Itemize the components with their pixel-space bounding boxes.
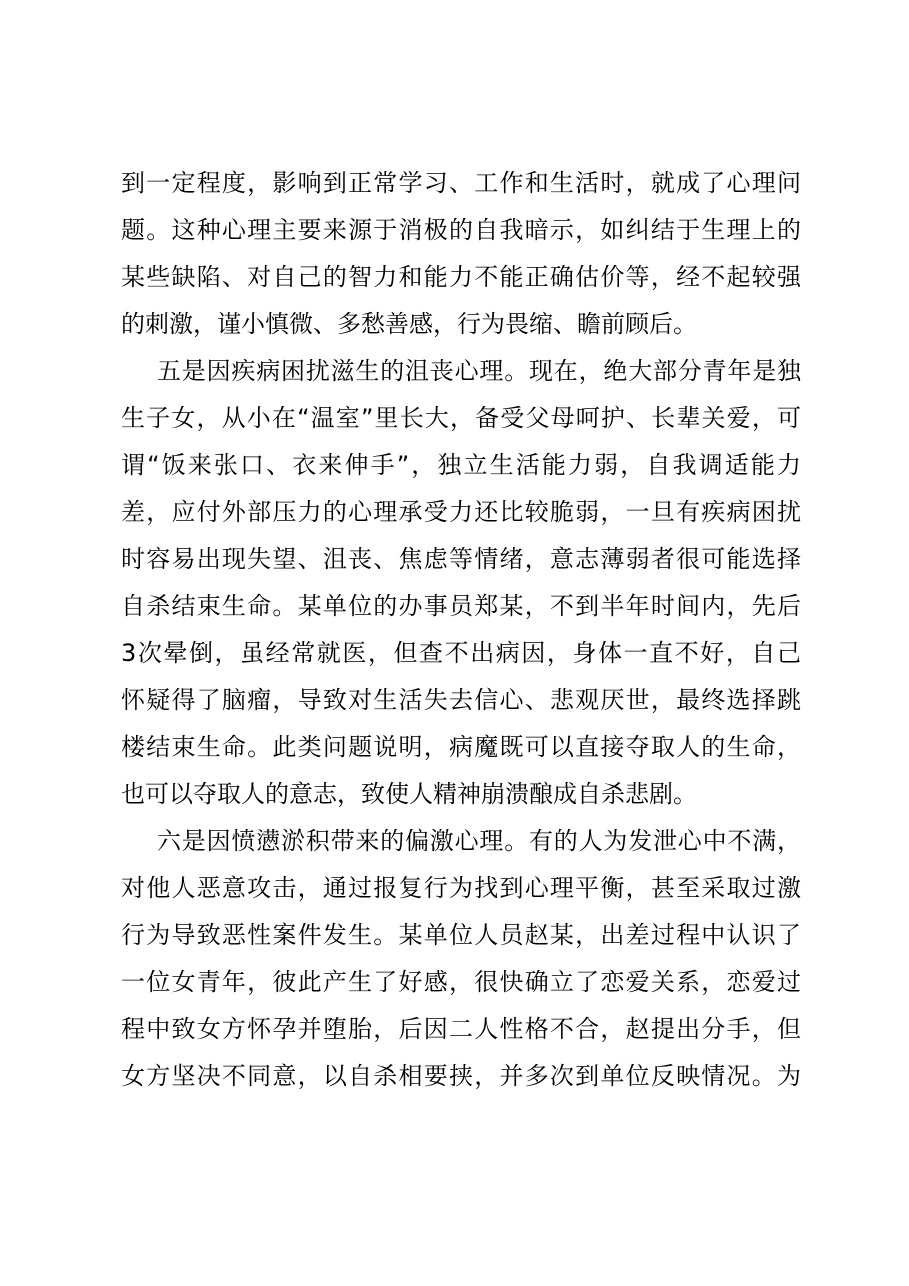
text-line: 对他人恶意攻击，通过报复行为找到心理平衡，甚至采取过激	[121, 874, 801, 902]
text-line: 程中致女方怀孕并堕胎，后因二人性格不合，赵提出分手，但	[121, 1015, 801, 1043]
text-line: 楼结束生命。此类问题说明，病魔既可以直接夺取人的生命，	[121, 733, 801, 761]
text-line: 谓“饭来张口、衣来伸手”，独立生活能力弱，自我调适能力	[121, 451, 801, 479]
text-line: 行为导致恶性案件发生。某单位人员赵某，出差过程中认识了	[121, 921, 801, 949]
paragraph-2	[121, 348, 801, 818]
text-line: 3次晕倒，虽经常就医，但查不出病因，身体一直不好，自己	[121, 639, 801, 667]
text-line: 生子女，从小在“温室”里长大，备受父母呵护、长辈关爱，可	[121, 404, 801, 432]
text-line: 某些缺陷、对自己的智力和能力不能正确估价等，经不起较强	[121, 263, 801, 291]
text-line: 的刺激，谨小慎微、多愁善感，行为畏缩、瞻前顾后。	[121, 310, 697, 338]
text-line: 怀疑得了脑瘤，导致对生活失去信心、悲观厌世，最终选择跳	[121, 686, 801, 714]
text-line: 六是因愤懑淤积带来的偏激心理。有的人为发泄心中不满，	[157, 827, 801, 855]
body-text	[121, 160, 801, 1100]
text-line: 时容易出现失望、沮丧、焦虑等情绪，意志薄弱者很可能选择	[121, 545, 801, 573]
text-line: 一位女青年，彼此产生了好感，很快确立了恋爱关系，恋爱过	[121, 968, 801, 996]
text-line: 五是因疾病困扰滋生的沮丧心理。现在，绝大部分青年是独	[157, 357, 801, 385]
paragraph-3	[121, 818, 801, 1100]
text-line: 也可以夺取人的意志，致使人精神崩溃酿成自杀悲剧。	[121, 780, 697, 808]
text-line: 女方坚决不同意，以自杀相要挟，并多次到单位反映情况。为	[121, 1062, 801, 1090]
text-line: 到一定程度，影响到正常学习、工作和生活时，就成了心理问	[121, 169, 801, 197]
paragraph-1	[121, 160, 801, 348]
text-line: 差，应付外部压力的心理承受力还比较脆弱，一旦有疾病困扰	[121, 498, 801, 526]
text-line: 自杀结束生命。某单位的办事员郑某，不到半年时间内，先后	[121, 592, 801, 620]
text-line: 题。这种心理主要来源于消极的自我暗示，如纠结于生理上的	[121, 216, 801, 244]
